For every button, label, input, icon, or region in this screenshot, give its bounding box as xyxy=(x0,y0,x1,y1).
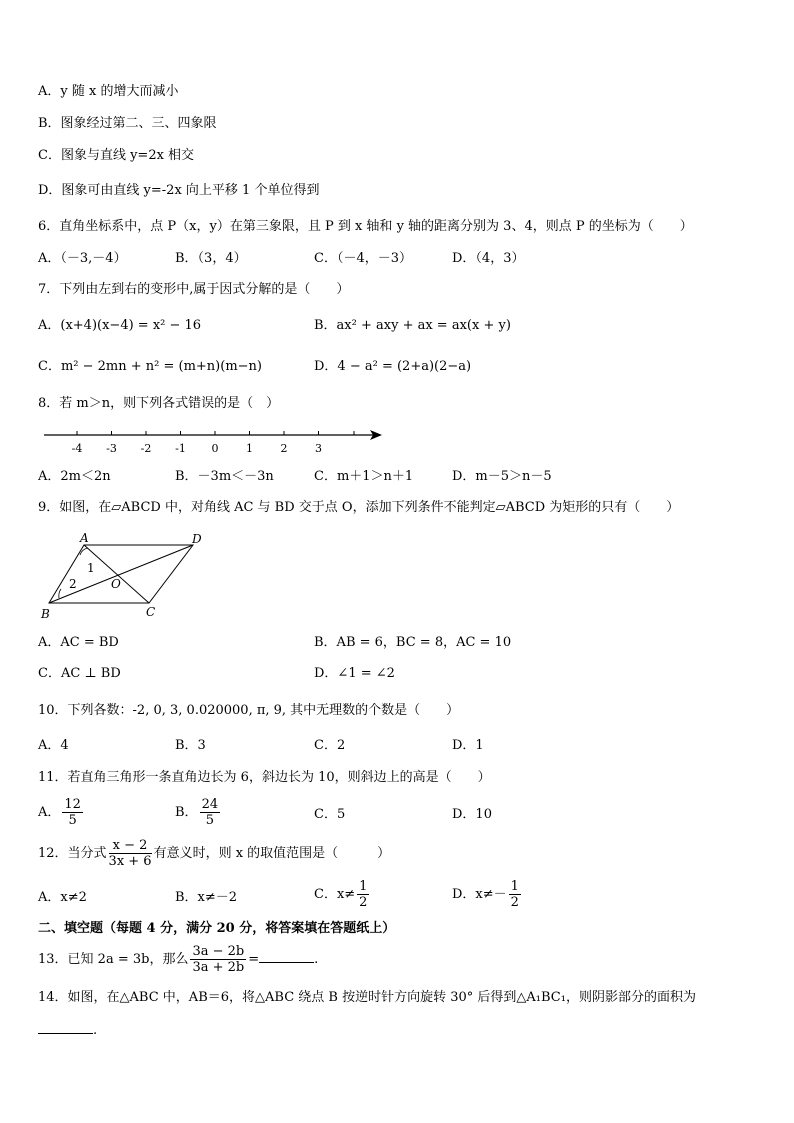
number-line-tick-label: 3 xyxy=(315,442,322,455)
q8-option-d: D．m－5＞n－5 xyxy=(452,469,552,484)
q10-option-a: A．4 xyxy=(38,738,69,753)
q9-option-a: A．AC = BD xyxy=(38,635,119,650)
q10-stem: 10．下列各数：-2, 0, 3, 0.020000, π, 9, 其中无理数的个数是（ ） xyxy=(38,703,460,718)
q12-option-a: A．x≠2 xyxy=(38,890,87,905)
q11-option-b: B． $\frac{24}{5}$ xyxy=(175,797,219,828)
q10-option-d: D．1 xyxy=(452,738,484,753)
q14-answer-blank xyxy=(38,1033,93,1034)
q8-option-c: C．m＋1＞n＋1 xyxy=(314,469,414,484)
q8-stem: 8．若 m＞n，则下列各式错误的是（ ） xyxy=(38,396,280,411)
vertex-d-label: D xyxy=(192,532,202,546)
number-line-tick-label: -2 xyxy=(140,442,152,455)
q12-option-c: C．x≠ $\frac{1}{2}$ xyxy=(314,879,368,910)
q9-stem: 9．如图，在▱ABCD 中，对角线 AC 与 BD 交于点 O，添加下列条件不能判定▱ABCD 为矩形的只有（ ） xyxy=(38,500,680,515)
q11-stem: 11．若直角三角形一条直角边长为 6，斜边长为 10，则斜边上的高是（ ） xyxy=(38,770,491,785)
q14-stem: 14．如图，在△ABC 中，AB＝6，将△ABC 绕点 B 按逆时针方向旋转 30° 后得到△A₁BC₁，则阴影部分的面积为 xyxy=(38,990,696,1005)
q5-option-c: C．图象与直线 y=2x 相交 xyxy=(38,148,195,163)
number-line-tick-label: 2 xyxy=(280,442,288,455)
q12-option-b: B．x≠－2 xyxy=(175,890,238,905)
q5-option-d: D．图象可由直线 y=-2x 向上平移 1 个单位得到 xyxy=(38,183,320,198)
q6-option-c: C．（－4，－3） xyxy=(314,251,412,266)
q8-option-b: B．－3m＜－3n xyxy=(175,469,274,484)
q11-option-a: A． $\frac{12}{5}$ xyxy=(38,797,81,828)
angle-2-label: 2 xyxy=(69,577,77,591)
q9-option-d: D．∠1 = ∠2 xyxy=(314,666,395,681)
q9-option-b: B．AB = 6，BC = 8，AC = 10 xyxy=(314,635,512,650)
vertex-c-label: C xyxy=(146,605,156,619)
q7-stem: 7．下列由左到右的变形中,属于因式分解的是（ ） xyxy=(38,282,350,297)
number-line-tick-label: -4 xyxy=(71,442,83,455)
section-heading-fill-in: 二、填空题（每题 4 分，满分 20 分，将答案填在答题纸上） xyxy=(38,921,396,936)
q7-option-b: B．ax² + axy + ax = ax(x + y) xyxy=(314,318,511,333)
angle-1-label: 1 xyxy=(87,561,95,575)
q8-option-a: A．2m＜2n xyxy=(38,469,111,484)
q7-option-c: C．m² − 2mn + n² = (m+n)(m−n) xyxy=(38,359,262,374)
q5-option-a: A．y 随 x 的增大而减小 xyxy=(38,84,179,99)
q12-stem: 12．当分式 $\frac{x - 2}{3x + 6}$ 有意义时，则 x 的取值范围是（ ） xyxy=(38,838,391,869)
q10-option-b: B．3 xyxy=(175,738,206,753)
q7-option-a: A．(x+4)(x−4) = x² − 16 xyxy=(38,318,202,333)
q6-option-d: D．（4，3） xyxy=(452,251,525,266)
q6-stem: 6．直角坐标系中，点 P（x，y）在第三象限，且 P 到 x 轴和 y 轴的距离分别为 3、4，则点 P 的坐标为（ ） xyxy=(38,219,693,234)
number-line-tick-label: -3 xyxy=(106,442,117,455)
q10-option-c: C．2 xyxy=(314,738,346,753)
vertex-b-label: B xyxy=(41,607,50,621)
q13-answer-blank xyxy=(259,962,314,963)
q6-option-a: A．（－3,－4） xyxy=(38,251,127,266)
q11-option-c: C．5 xyxy=(314,807,346,822)
q11-option-d: D．10 xyxy=(452,807,492,822)
q7-option-d: D．4 − a² = (2+a)(2−a) xyxy=(314,359,472,374)
q5-option-b: B．图象经过第二、三、四象限 xyxy=(38,116,217,131)
number-line xyxy=(40,422,390,462)
q14-stem-end: . xyxy=(38,1023,97,1039)
vertex-a-label: A xyxy=(80,531,89,545)
q13-stem: 13．已知 2a = 3b，那么 $\frac{3a - 2b}{3a + 2b}$ = . xyxy=(38,944,319,975)
number-line-tick-label: 1 xyxy=(246,442,253,455)
q6-option-b: B．（3，4） xyxy=(175,251,247,266)
number-line-tick-label: 0 xyxy=(211,442,219,455)
q12-option-d: D．x≠－ $\frac{1}{2}$ xyxy=(452,879,519,910)
q9-option-c: C．AC ⊥ BD xyxy=(38,666,121,681)
parallelogram-figure xyxy=(36,528,216,623)
center-o-label: O xyxy=(111,577,121,591)
number-line-tick-label: -1 xyxy=(175,442,186,455)
